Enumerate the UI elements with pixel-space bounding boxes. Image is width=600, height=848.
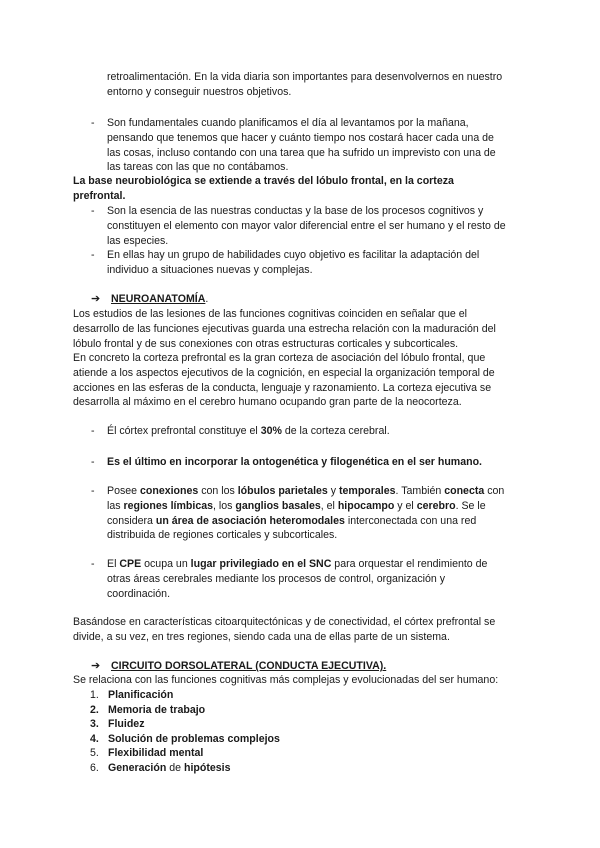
arrow-icon: ➔ xyxy=(91,293,101,305)
bullet-paragraph xyxy=(107,116,528,175)
paragraph-continuation xyxy=(107,70,528,100)
text-line: coordinación. xyxy=(107,587,171,600)
text-line xyxy=(107,499,528,514)
list-item: Fluidez xyxy=(108,718,145,730)
bullet-dash: - xyxy=(91,456,95,468)
list-item xyxy=(108,761,230,776)
bullet-paragraph xyxy=(107,557,528,601)
text-line: Basándose en características citoarquitectónicas y de conectividad, el córtex prefrontal se xyxy=(73,616,496,628)
text-run: El xyxy=(107,558,120,570)
bold-run: regiones límbicas xyxy=(123,499,213,512)
bold-run: hipótesis xyxy=(183,762,231,774)
bold-run: temporales xyxy=(339,485,396,497)
text-line: las especies. xyxy=(107,234,169,247)
text-line: divide, a su vez, en tres regiones, siendo cada una de ellas parte de un sistema. xyxy=(73,630,450,643)
bold-run: lóbulos parietales xyxy=(237,485,328,497)
bold-run: 30% xyxy=(260,425,282,437)
text-run: , el xyxy=(320,499,338,512)
text-line: retroalimentación. En la vida diaria son importantes para desenvolvernos en nuestro xyxy=(107,71,503,83)
text-line: Los estudios de las lesiones de las funciones cognitivas coinciden en señalar que el xyxy=(73,308,467,320)
text-line: pensando que tenemos que hacer y cuánto tiempo nos costará hacer cada una de xyxy=(107,131,494,144)
text-run: y xyxy=(327,485,339,497)
bold-run: CPE xyxy=(119,558,142,570)
bullet-dash: - xyxy=(91,425,95,437)
bold-statement xyxy=(73,174,528,204)
paragraph xyxy=(73,351,528,410)
list-number: 1. xyxy=(90,689,99,701)
list-number: 6. xyxy=(90,762,99,774)
section-title: NEUROANATOMÍA xyxy=(111,293,206,305)
arrow-icon: ➔ xyxy=(91,660,101,672)
bold-run: ganglios basales xyxy=(235,499,321,512)
text-line: prefrontal. xyxy=(73,189,126,202)
text-run: con xyxy=(484,485,505,497)
list-item: Flexibilidad mental xyxy=(108,747,204,759)
text-line: La base neurobiológica se extiende a través del lóbulo frontal, en la corteza xyxy=(73,175,454,187)
text-run: . También xyxy=(395,485,445,497)
bold-run: cerebro xyxy=(416,499,456,512)
text-line: atiende a los aspectos ejecutivos de la cognición, en especial la organización temporal de xyxy=(73,366,495,379)
bold-run: hipocampo xyxy=(337,499,395,512)
list-item: Planificación xyxy=(108,689,174,701)
text-line xyxy=(107,557,528,572)
list-number: 5. xyxy=(90,747,99,759)
text-line: Son fundamentales cuando planificamos el día al levantamos por la mañana, xyxy=(107,117,469,129)
text-line: lóbulo frontal y de sus conexiones con otras estructuras corticales y subcorticales. xyxy=(73,337,459,350)
bold-run: un área de asociación heteromodales xyxy=(155,514,345,527)
text-line: desarrolla al máximo en el cerebro humano ocupando gran parte de la neocorteza. xyxy=(73,396,462,409)
text-line: constituyen el elemento con mayor valor diferencial entre el ser humano y el resto de xyxy=(107,219,506,232)
list-number: 2. xyxy=(90,704,99,716)
paragraph: Se relaciona con las funciones cognitivas más complejas y evolucionadas del ser humano: xyxy=(73,674,499,686)
bullet-dash: - xyxy=(91,558,95,570)
text-run: considera xyxy=(107,514,156,527)
text-line: las cosas, incluso contando con una tarea que ha sufrido un imprevisto con una de xyxy=(107,146,496,159)
bold-run: lugar privilegiado en el SNC xyxy=(190,558,332,570)
text-run: . Se le xyxy=(455,499,486,512)
bullet-dash: - xyxy=(91,205,95,217)
section-dot: . xyxy=(205,293,209,305)
paragraph xyxy=(73,307,528,351)
text-line: las tareas con las que no contábamos. xyxy=(107,161,289,174)
text-line: En ellas hay un grupo de habilidades cuyo objetivo es facilitar la adaptación del xyxy=(107,249,480,261)
text-run: interconectada con una red xyxy=(344,514,477,527)
text-run: con los xyxy=(198,485,238,497)
text-line: desarrollo de las funciones ejecutivas guarda una estrecha relación con la maduración del xyxy=(73,322,496,335)
list-item: Memoria de trabajo xyxy=(108,704,206,716)
bullet-paragraph xyxy=(107,248,528,278)
text-run: y el xyxy=(394,499,417,512)
text-line: distribuida de regiones corticales y subcorticales. xyxy=(107,529,338,542)
text-run: de la corteza cerebral. xyxy=(281,425,390,437)
bullet-dash: - xyxy=(91,249,95,261)
list-item: Solución de problemas complejos xyxy=(108,733,280,745)
text-line: otras áreas cerebrales mediante los procesos de control, organización y xyxy=(107,572,446,585)
text-run: de xyxy=(166,762,184,774)
paragraph xyxy=(73,615,528,645)
bullet-paragraph xyxy=(107,424,528,439)
text-run: las xyxy=(107,499,124,512)
bullet-paragraph xyxy=(107,204,528,248)
text-run: Posee xyxy=(107,485,140,497)
bold-run: Generación xyxy=(108,762,167,774)
text-line: Son la esencia de las nuestras conductas y la base de los procesos cognitivos y xyxy=(107,205,484,217)
text-line: individuo a situaciones nuevas y complejas. xyxy=(107,263,313,276)
list-number: 3. xyxy=(90,718,99,730)
bullet-dash: - xyxy=(91,485,95,497)
section-heading xyxy=(111,292,208,307)
text-line xyxy=(107,484,528,499)
bullet-paragraph xyxy=(107,484,528,543)
text-run: ocupa un xyxy=(141,558,191,570)
text-run: Él córtex prefrontal constituye el xyxy=(107,425,261,437)
text-line xyxy=(107,514,528,529)
text-run: para orquestar el rendimiento de xyxy=(331,558,488,570)
text-line: acciones en las esferas de la conducta, lenguaje y razonamiento. La corteza ejecutiva se xyxy=(73,381,492,394)
text-run: , los xyxy=(213,499,236,512)
text-line: entorno y conseguir nuestros objetivos. xyxy=(107,85,292,98)
text-line: En concreto la corteza prefrontal es la gran corteza de asociación del lóbulo frontal, que xyxy=(73,352,486,364)
bold-run: conecta xyxy=(444,485,485,497)
bullet-dash: - xyxy=(91,117,95,129)
section-heading: CIRCUITO DORSOLATERAL (CONDUCTA EJECUTIVA). xyxy=(111,660,387,672)
list-number: 4. xyxy=(90,733,99,745)
bullet-paragraph: Es el último en incorporar la ontogenética y filogenética en el ser humano. xyxy=(107,456,482,468)
bold-run: conexiones xyxy=(139,485,199,497)
